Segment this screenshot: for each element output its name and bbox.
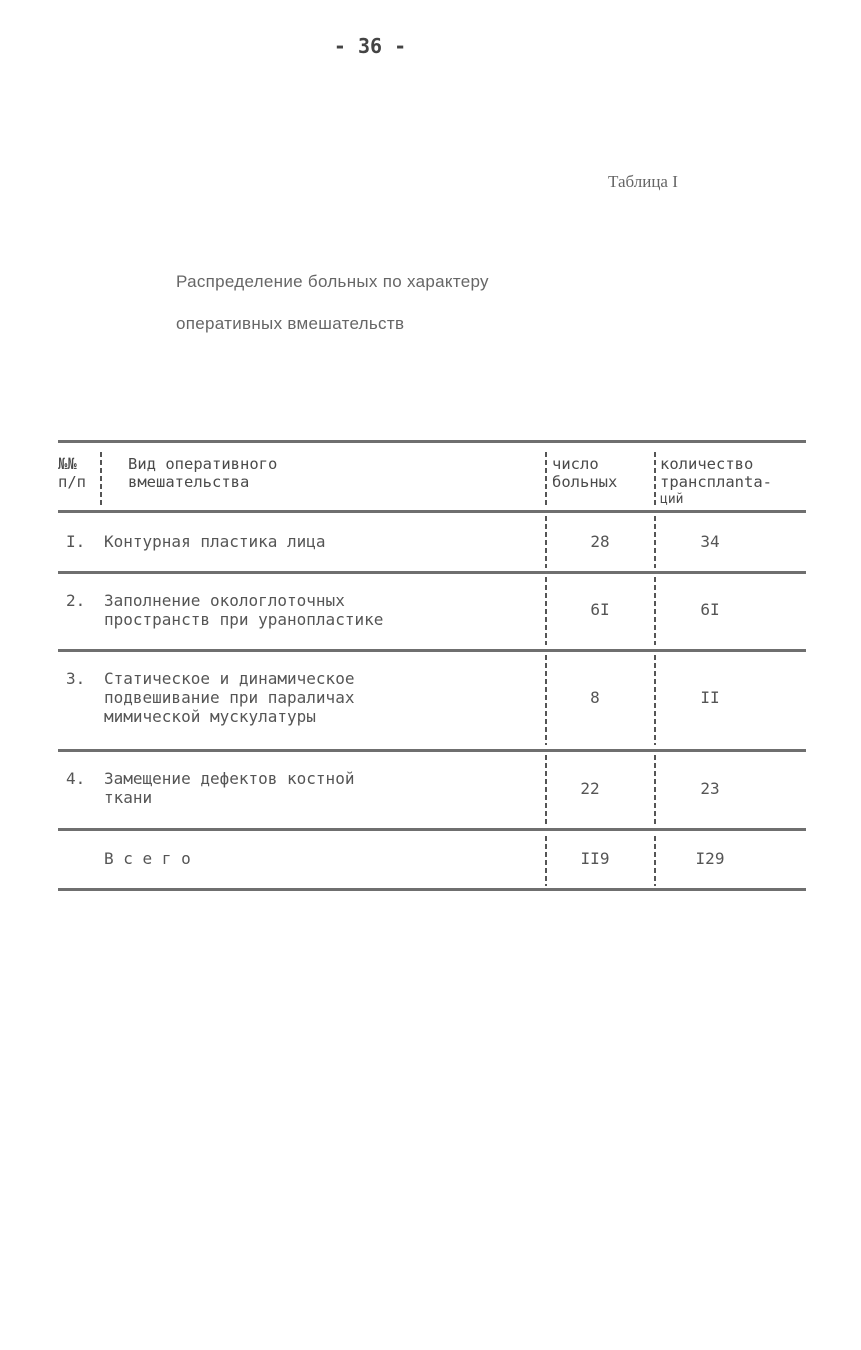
header-no-line1: №№ <box>58 455 77 473</box>
column-separator <box>654 516 656 568</box>
header-patients-line2: больных <box>552 473 618 491</box>
row-description-line: Заполнение окологлоточных <box>104 591 345 610</box>
row-transplants: 34 <box>700 532 720 551</box>
row-transplants: 6I <box>700 600 720 619</box>
row-patients: 6I <box>590 600 610 619</box>
column-separator <box>654 577 656 645</box>
total-transplants: I29 <box>695 849 725 868</box>
row-number: 3. <box>66 669 86 688</box>
header-transplants-line3: ций <box>660 492 684 507</box>
column-separator <box>654 655 656 745</box>
column-separator <box>545 655 547 745</box>
row-patients: 8 <box>590 688 600 707</box>
row-description-line: Замещение дефектов костной <box>104 769 355 788</box>
row-description-line: мимической мускулатуры <box>104 707 316 726</box>
caption-line-1: Распределение больных по характеру <box>176 272 489 291</box>
row-description-line: Контурная пластика лица <box>104 532 326 551</box>
header-transplants-line1: количество <box>660 455 754 473</box>
column-separator <box>545 755 547 825</box>
column-separator <box>545 577 547 645</box>
header-transplants-line2: трансплanta- <box>660 473 772 491</box>
table-top-rule <box>58 440 806 443</box>
caption-line-2: оперативных вмешательств <box>176 314 405 333</box>
row-description-line: ткани <box>104 788 153 807</box>
header-no-line2: п/п <box>58 473 86 491</box>
header-type-line2: вмешательства <box>128 473 250 491</box>
row-description-line: пространств при уранопластике <box>104 610 384 629</box>
header-patients-line1: число <box>552 455 599 473</box>
row-rule <box>58 649 806 652</box>
table-bottom-rule <box>58 888 806 891</box>
column-separator <box>654 452 656 508</box>
row-number: I. <box>66 532 86 551</box>
row-description-line: подвешивание при параличах <box>104 688 355 707</box>
column-separator <box>654 836 656 886</box>
total-label: В с е г о <box>104 849 191 868</box>
row-description-line: Статическое и динамическое <box>104 669 355 688</box>
column-separator <box>545 452 547 508</box>
page-number: - 36 - <box>333 34 407 58</box>
row-rule <box>58 828 806 831</box>
total-patients: II9 <box>580 849 610 868</box>
row-transplants: II <box>700 688 720 707</box>
column-separator <box>545 836 547 886</box>
column-separator <box>545 516 547 568</box>
row-patients: 28 <box>590 532 610 551</box>
row-patients: 22 <box>580 779 600 798</box>
column-separator <box>100 452 102 508</box>
row-rule <box>58 749 806 752</box>
row-number: 4. <box>66 769 86 788</box>
row-rule <box>58 571 806 574</box>
column-separator <box>654 755 656 825</box>
table-label: Таблица I <box>608 172 678 191</box>
row-transplants: 23 <box>700 779 720 798</box>
header-type-line1: Вид оперативного <box>128 455 278 473</box>
header-rule <box>58 510 806 513</box>
row-number: 2. <box>66 591 86 610</box>
